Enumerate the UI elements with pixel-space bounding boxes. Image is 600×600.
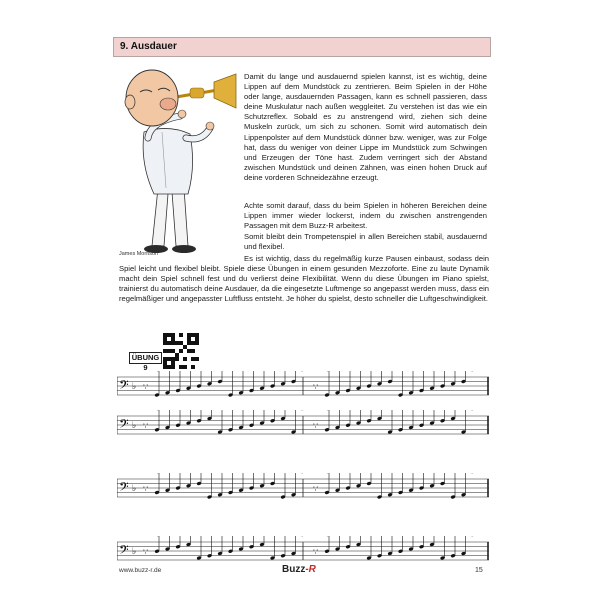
music-staff-2 [117,410,489,444]
flat-icon: ♭ [132,382,137,392]
repeat-sign-icon: ∵ [313,382,319,392]
section-header [113,37,491,57]
repeat-sign-icon: ∵ [313,484,319,494]
repeat-sign-icon: ∵ [313,421,319,431]
trumpet-player-illustration [110,68,240,258]
paragraph-advice: Achte somit darauf, dass du beim Spielen in höheren Bereichen deine Lippen immer wieder lockerst, indem du zwischen anstrengenden Passagen mit dem Buzz-R arbeitest. [244,201,487,231]
paragraph-result: Somit bleibt dein Trompetenspiel in allen Bereichen stabil, ausdauernd und flexibel. [244,232,487,252]
paragraph-pauses: Es ist wichtig, dass du regelmäßig kurze Pausen einbaust, sodass dein Spiel leicht und flexibel bleibt. Spiele diese Übungen in einem gesunden Mezzoforte. Eine zu laute Dynamik macht dein Spiel schnell fest und du verlierst deine Flexibilität. Wenn du diese Übungen im Piano spielst, trainierst du automatisch deine Ausdauer, da die eingesetzte Luftmenge so angepasst werden muss, dass ein regelmäßiger und angepasster Luftfluss entsteht. Je höher du spielst, desto schneller die Luftgeschwindigkeit. [119,254,489,304]
bass-clef-icon: 𝄢 [119,479,129,498]
flat-icon: ♭ [132,421,137,431]
logo-main: Buzz [282,564,306,575]
music-staff-3 [117,473,489,507]
music-staff-1 [117,371,489,405]
repeat-sign-icon: ∵ [143,484,149,494]
repeat-sign-icon: ∵ [143,547,149,557]
repeat-sign-icon: ∵ [143,382,149,392]
section-title: 9. Ausdauer [120,41,177,52]
bass-clef-icon: 𝄢 [119,542,129,561]
illustration-caption: James Morrison [119,251,159,257]
flat-icon: ♭ [132,484,137,494]
qr-code-icon[interactable] [163,333,199,369]
exercise-label: ÜBUNG 9 [129,352,162,364]
paragraph-intro: Damit du lange und ausdauernd spielen kannst, ist es wichtig, deine Lippen auf dem Mundstück zu zentrieren. Beim Spielen in der Höhe oder lange, ausdauernden Passagen, kann es schnell passieren, dass deine Muskulatur nach außen weggleitet. Zu verstehen ist das wie ein Schutzreflex. Sobald es zu anstrengend wird, ziehen sich deine Muskeln zurück, um sich zu schonen. Somit wird automatisch dein Lippenpolster auf dem Mundstück dünner bzw. weniger, was zur Folge hat, dass du weniger von deiner Lippe im Mundstück zum Schwingen und Erzeugen der Töne hast. Zudem verringert sich der Abstand zwischen Mundstück und deinen Zähnen, was einen hohen Druck auf deine vorderen Schneidezähne erzeugt. [244,72,487,182]
logo-accent: -R [305,564,316,575]
footer-logo [282,564,316,575]
footer-url[interactable]: www.buzz-r.de [119,567,162,574]
page-number: 15 [475,567,483,574]
repeat-sign-icon: ∵ [143,421,149,431]
bass-clef-icon: 𝄢 [119,416,129,435]
flat-icon: ♭ [132,547,137,557]
repeat-sign-icon: ∵ [313,547,319,557]
bass-clef-icon: 𝄢 [119,377,129,396]
